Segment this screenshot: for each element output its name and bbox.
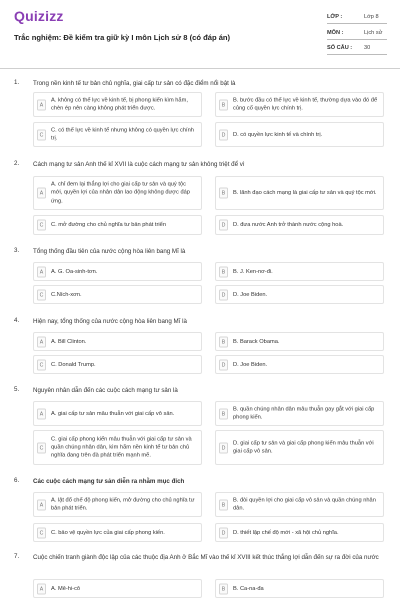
answer-option[interactable] [215, 92, 384, 117]
option-text: D. đưa nước Anh trở thành nước cộng hoà. [233, 221, 344, 228]
option-text: A. không có thế lực về kinh tế, bị phong kiến kìm hãm, chèn ép nên càng không phát triển được. [51, 97, 188, 112]
answer-option[interactable] [215, 332, 384, 351]
option-letter: C [37, 220, 46, 231]
option-text: D. giai cấp tư sản và giai cấp phong kiến mâu thuẫn với giai cấp vô sản. [233, 440, 374, 455]
answer-option[interactable] [215, 355, 384, 374]
question-number: 1. [14, 79, 20, 86]
class-label: LỚP : [327, 14, 343, 20]
question-text: Cách mạng tư sản Anh thế kỉ XVII là cuộc cách mạng tư sản không triệt để vì [33, 161, 245, 168]
option-letter: D [219, 442, 228, 453]
option-letter: A [37, 336, 46, 347]
answer-option[interactable] [33, 92, 202, 117]
question-text: Tổng thống đầu tiên của nước cộng hòa liên bang Mĩ là [33, 248, 186, 255]
answer-option[interactable] [33, 215, 202, 235]
count-label: SỐ CÂU : [327, 45, 353, 51]
answer-option[interactable] [215, 262, 384, 281]
option-text: B. quần chúng nhân dân mâu thuẫn gay gắt với giai cấp phong kiến. [233, 406, 375, 421]
class-value: Lớp 8 [364, 14, 379, 20]
option-text: A. chỉ đem lại thắng lợi cho giai cấp tư sản và quý tộc mới, quyền lợi của nhân dân lao động không được đáp ứng. [51, 181, 190, 205]
option-letter: B [219, 336, 228, 347]
worksheet-header [0, 0, 400, 68]
answer-option[interactable] [33, 122, 202, 147]
option-text: B. bước đầu có thế lực về kinh tế, thường dựa vào đó để củng cố quyền lực chính trị. [233, 97, 378, 112]
question-number: 2. [14, 160, 20, 167]
option-text: C.Ních-xơn. [51, 291, 82, 298]
question-number: 7. [14, 553, 20, 560]
option-text: A. Mê-hi-cô [51, 585, 81, 592]
option-letter: A [37, 583, 46, 594]
answer-option[interactable] [215, 492, 384, 517]
option-text: C. có thế lực về kinh tế nhưng không có quyền lực chính trị. [51, 127, 194, 142]
count-value: 30 [364, 45, 371, 51]
option-letter: D [219, 527, 228, 538]
answer-option[interactable] [33, 579, 202, 598]
answer-option[interactable] [33, 401, 202, 426]
question-text: Cuộc chiến tranh giành độc lập của các thuộc địa Anh ở Bắc Mĩ vào thế kỉ XVIII kết thúc thắng lợi dẫn đến sự ra đời của nước [33, 554, 379, 561]
subject-label: MÔN : [327, 30, 344, 36]
divider [327, 54, 387, 55]
option-letter: A [37, 188, 46, 199]
option-text: C. Donald Trump. [51, 361, 96, 368]
question-number: 6. [14, 477, 20, 484]
question-number: 5. [14, 386, 20, 393]
question-text: Trong nền kinh tế tư bản chủ nghĩa, giai cấp tư sản có đặc điểm nổi bật là [33, 80, 236, 87]
answer-option[interactable] [215, 579, 384, 598]
option-text: B. J. Ken-nơ-đi. [233, 268, 273, 275]
option-letter: B [219, 99, 228, 110]
option-text: A. Bill Clinton. [51, 338, 87, 345]
option-letter: A [37, 408, 46, 419]
question-text: Hiện nay, tổng thống của nước cộng hòa liên bang Mĩ là [33, 318, 187, 325]
option-text: C. bảo vệ quyền lực của giai cấp phong kiến. [51, 529, 165, 536]
option-text: B. lãnh đạo cách mạng là giai cấp tư sản và quý tộc mới. [233, 189, 377, 196]
option-letter: C [37, 442, 46, 453]
option-text: A. G. Oa-sinh-tơn. [51, 268, 98, 275]
answer-option[interactable] [215, 176, 384, 210]
option-text: B. Barack Obama. [233, 338, 280, 345]
question-number: 4. [14, 317, 20, 324]
option-letter: D [219, 359, 228, 370]
answer-option[interactable] [33, 430, 202, 465]
option-letter: A [37, 266, 46, 277]
divider [327, 23, 387, 24]
answer-option[interactable] [215, 122, 384, 147]
option-text: D. thiết lập chế độ mới - xã hội chủ nghĩa. [233, 529, 339, 536]
header-divider [0, 68, 400, 69]
answer-option[interactable] [215, 523, 384, 542]
option-text: B. đòi quyền lợi cho giai cấp vô sản và quần chúng nhân dân. [233, 497, 376, 512]
option-letter: D [219, 289, 228, 300]
question-text: Nguyên nhân dẫn đến các cuộc cách mạng tư sản là [33, 387, 178, 394]
option-letter: D [219, 220, 228, 231]
answer-option[interactable] [33, 523, 202, 542]
answer-option[interactable] [33, 176, 202, 210]
answer-option[interactable] [33, 492, 202, 517]
option-text: A. lật đổ chế độ phong kiến, mở đường cho chủ nghĩa tư bản phát triển. [51, 497, 195, 512]
answer-option[interactable] [215, 401, 384, 426]
subject-value: Lịch sử [364, 30, 383, 36]
option-letter: A [37, 99, 46, 110]
option-text: D. Joe Biden. [233, 291, 268, 298]
option-letter: B [219, 583, 228, 594]
option-text: C. mở đường cho chủ nghĩa tư bản phát triển [51, 221, 166, 228]
answer-option[interactable] [33, 285, 202, 304]
quizizz-logo: Quizizz [14, 8, 64, 24]
question-number: 3. [14, 247, 20, 254]
answer-option[interactable] [215, 430, 384, 465]
worksheet-title: Trắc nghiệm: Đề kiểm tra giữ kỳ I môn Lịch sử 8 (có đáp án) [14, 33, 231, 42]
divider [327, 39, 387, 40]
option-letter: C [37, 289, 46, 300]
option-text: D. có quyền lực kinh tế và chính trị. [233, 131, 323, 138]
option-text: C. giai cấp phong kiến mâu thuẫn với giai cấp tư sản và quần chúng nhân dân, kìm hãm nền kinh tế tư bản chủ nghĩa đang trên đà phát triển mạnh mẽ. [51, 436, 192, 459]
option-letter: A [37, 499, 46, 510]
option-letter: B [219, 408, 228, 419]
answer-option[interactable] [33, 355, 202, 374]
option-text: B. Ca-na-đa [233, 585, 264, 592]
answer-option[interactable] [33, 332, 202, 351]
option-text: A. giai cấp tư sản mâu thuẫn với giai cấp vô sản. [51, 410, 175, 417]
option-text: D. Joe Biden. [233, 361, 268, 368]
option-letter: B [219, 499, 228, 510]
question-text: Các cuộc cách mạng tư sản diễn ra nhằm mục đích [33, 478, 185, 485]
option-letter: B [219, 188, 228, 199]
option-letter: C [37, 129, 46, 140]
option-letter: B [219, 266, 228, 277]
answer-option[interactable] [33, 262, 202, 281]
option-letter: C [37, 359, 46, 370]
option-letter: C [37, 527, 46, 538]
answer-option[interactable] [215, 285, 384, 304]
answer-option[interactable] [215, 215, 384, 235]
option-letter: D [219, 129, 228, 140]
